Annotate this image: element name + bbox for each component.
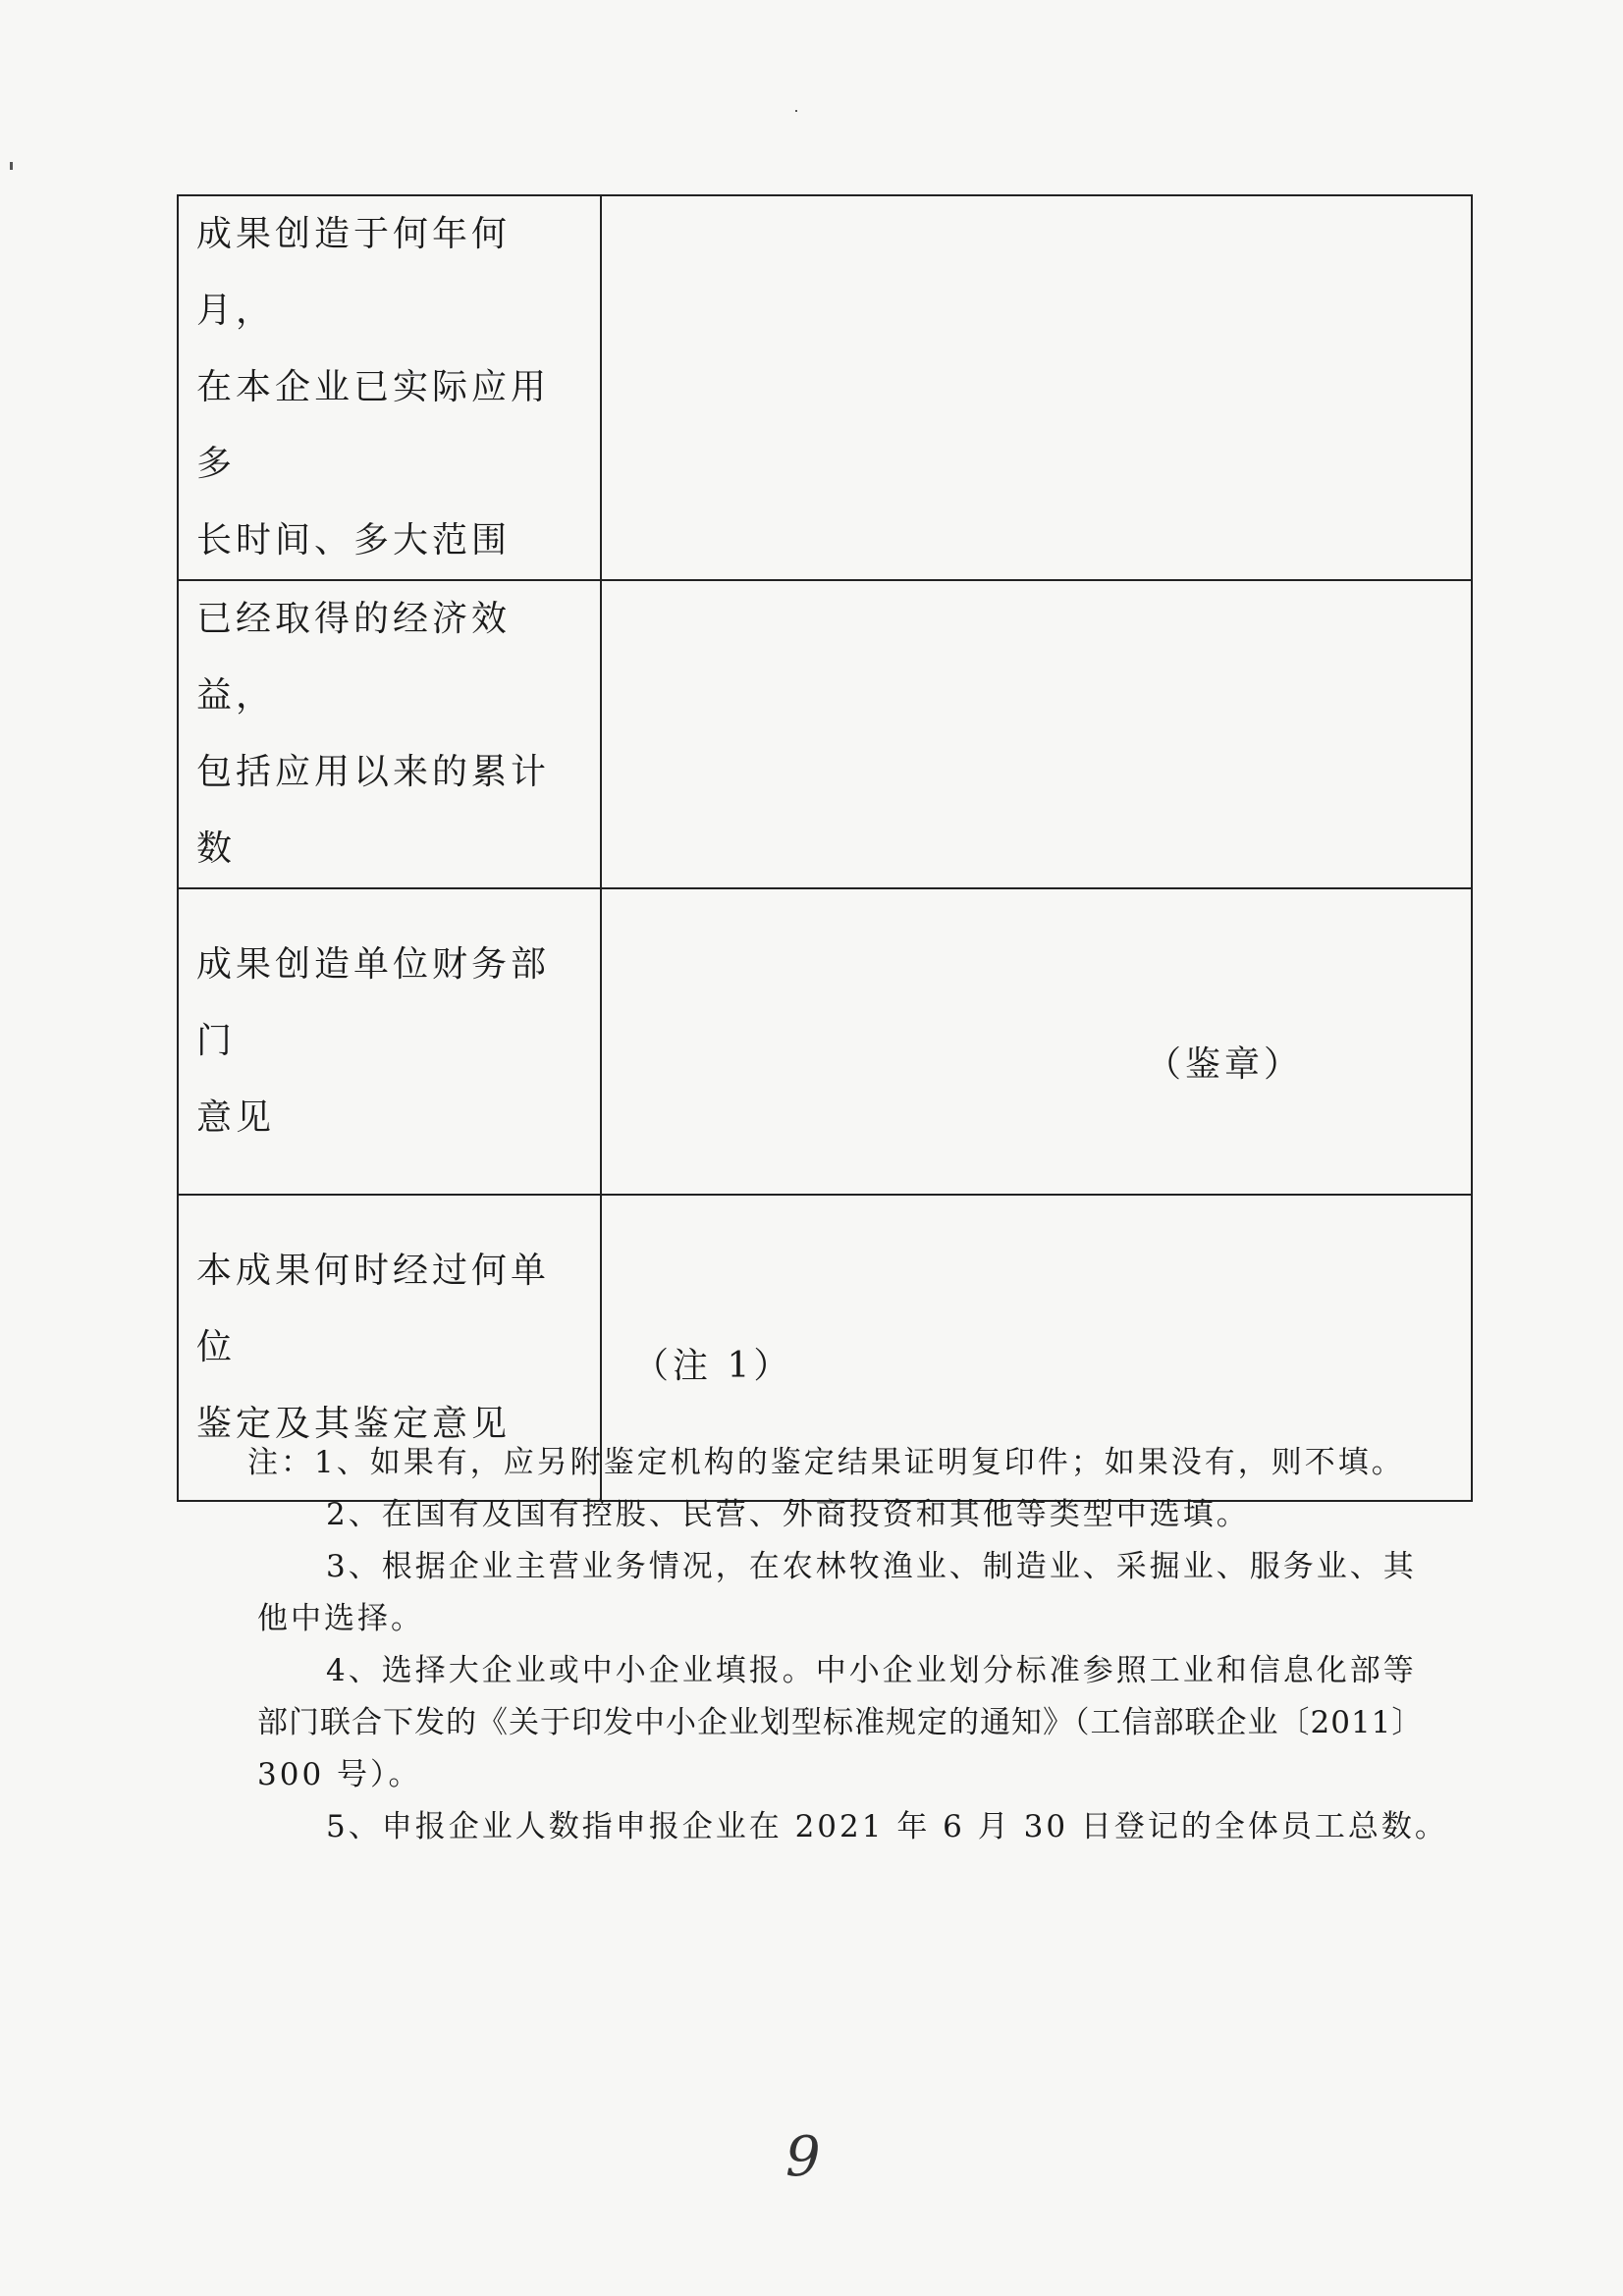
row-label-appraisal: 本成果何时经过何单位 鉴定及其鉴定意见 bbox=[196, 1251, 551, 1444]
table-row bbox=[178, 195, 1472, 580]
row-label-economic-benefit: 已经取得的经济效益， 包括应用以来的累计数 bbox=[196, 599, 551, 869]
scan-speck bbox=[795, 110, 797, 112]
note-reference: （注 1） bbox=[633, 1346, 793, 1386]
footnote-line: 300 号）。 bbox=[257, 1757, 422, 1792]
seal-placeholder: （鉴章） bbox=[1146, 1044, 1304, 1085]
footnote-line: 5、申报企业人数指申报企业在 2021 年 6 月 30 日登记的全体员工总数。 bbox=[326, 1809, 1448, 1844]
footnote-line: 他中选择。 bbox=[257, 1601, 424, 1636]
scan-speck bbox=[10, 162, 13, 170]
row-label-application-time: 成果创造于何年何月， 在本企业已实际应用多 长时间、多大范围 bbox=[196, 214, 551, 561]
handwritten-page-number: 9 bbox=[785, 2125, 821, 2189]
achievement-form-table bbox=[177, 194, 1473, 1502]
footnote-line: 2、在国有及国有控股、民营、外商投资和其他等类型中选填。 bbox=[326, 1497, 1250, 1532]
footnote-line: 注：1、如果有，应另附鉴定机构的鉴定结果证明复印件；如果没有，则不填。 bbox=[247, 1445, 1405, 1480]
footnote-line: 4、选择大企业或中小企业填报。中小企业划分标准参照工业和信息化部等 bbox=[326, 1653, 1417, 1688]
table-row bbox=[178, 888, 1472, 1195]
table-row bbox=[178, 580, 1472, 888]
row-label-cell bbox=[178, 195, 601, 580]
row-content-cell[interactable] bbox=[601, 195, 1472, 580]
footnote-line: 部门联合下发的《关于印发中小企业划型标准规定的通知》（工信部联企业〔2011〕 bbox=[257, 1705, 1424, 1740]
row-label-cell bbox=[178, 580, 601, 888]
row-label-cell bbox=[178, 888, 601, 1195]
footnote-line: 3、根据企业主营业务情况，在农林牧渔业、制造业、采掘业、服务业、其 bbox=[326, 1549, 1417, 1584]
row-label-finance-opinion: 成果创造单位财务部门 意见 bbox=[196, 944, 551, 1138]
row-content-cell[interactable] bbox=[601, 580, 1472, 888]
footnotes bbox=[247, 1437, 1448, 1853]
row-content-cell[interactable] bbox=[601, 888, 1472, 1195]
